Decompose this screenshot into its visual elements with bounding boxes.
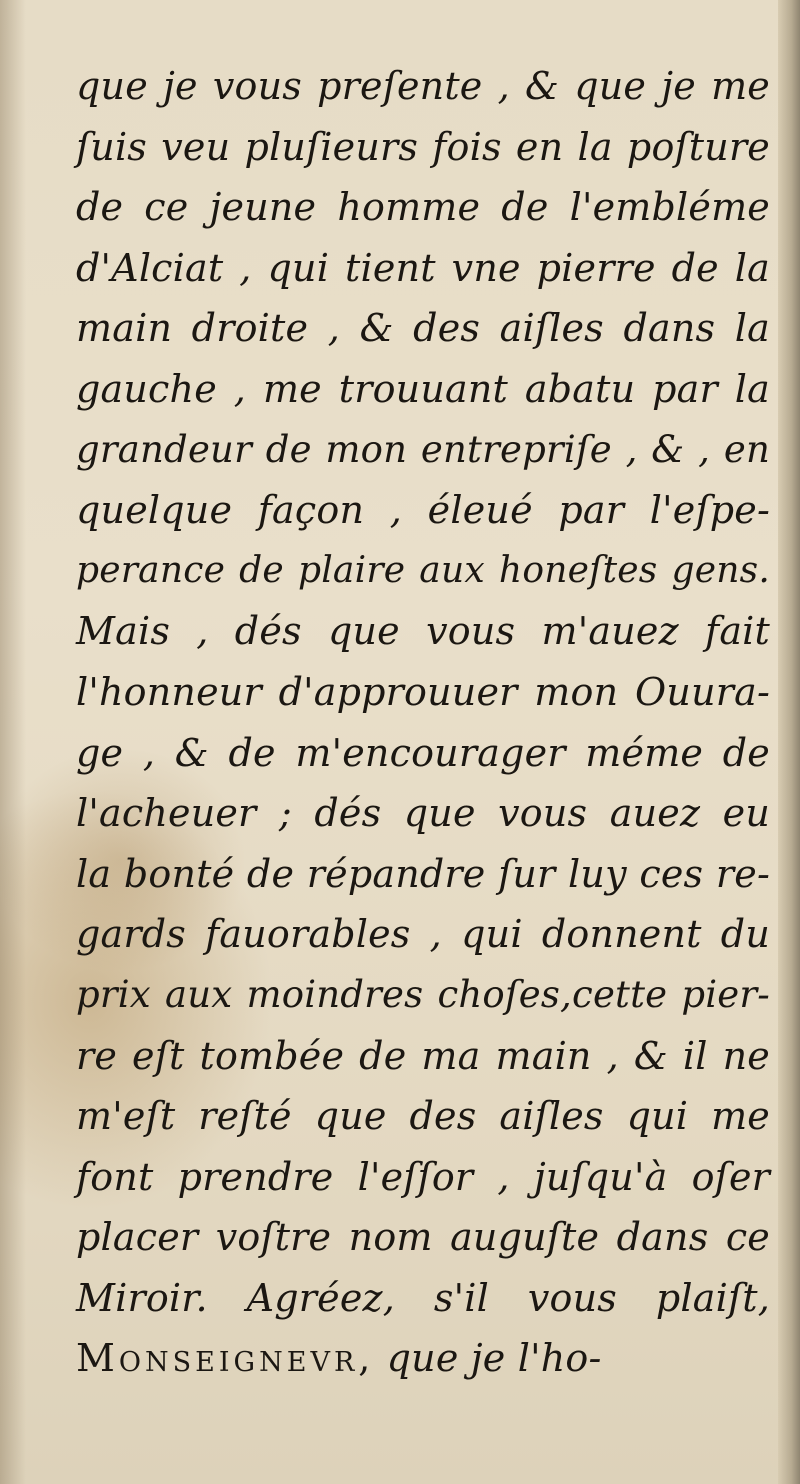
text-line: font prendre l'eſſor , juſqu'à oſer (76, 1154, 770, 1199)
text-line-final (76, 1328, 770, 1389)
text-line: perance de plaire aux honeſtes gens. (76, 549, 770, 591)
body-text (76, 56, 770, 1389)
text-line: main droite , & des aiſles dans la (76, 306, 770, 351)
text-line: l'acheuer ; dés que vous auez eu (76, 791, 770, 836)
text-line: gards fauorables , qui donnent du (76, 912, 770, 957)
text-line: m'eſt reſté que des aiſles qui me (76, 1094, 770, 1139)
text-line: Miroir. Agréez, s'il vous plaiſt, (76, 1275, 770, 1320)
text-line: Mais , dés que vous m'auez fait (76, 609, 770, 654)
text-line: ge , & de m'encourager méme de (76, 730, 770, 775)
text-line: la bonté de répandre ſur luy ces re- (76, 851, 770, 896)
text-line: l'honneur d'approuuer mon Ouura- (76, 669, 770, 714)
text-line: gauche , me trouuant abatu par la (76, 366, 770, 411)
text-line: d'Alciat , qui tient vne pierre de la (76, 245, 770, 290)
text-line: quelque façon , éleué par l'eſpe- (76, 488, 770, 533)
text-line: ſuis veu pluſieurs fois en la poſture (76, 124, 770, 169)
text-line: placer voſtre nom auguſte dans ce (76, 1215, 770, 1260)
text-line: que je vous preſente , & que je me (76, 64, 770, 108)
text-line: de ce jeune homme de l'embléme (76, 185, 770, 230)
text-line: re eſt tombée de ma main , & il ne (76, 1033, 770, 1078)
salutation-monseigneur: Monseignevr, (76, 1336, 375, 1381)
page-gutter-shadow (0, 0, 26, 1484)
text-line: prix aux moindres choſes,cette pier- (76, 972, 770, 1016)
text-line: grandeur de mon entrepriſe , & , en (76, 427, 770, 471)
page-edge (778, 0, 800, 1484)
text-line-continuation: que je l'ho- (374, 1336, 602, 1381)
